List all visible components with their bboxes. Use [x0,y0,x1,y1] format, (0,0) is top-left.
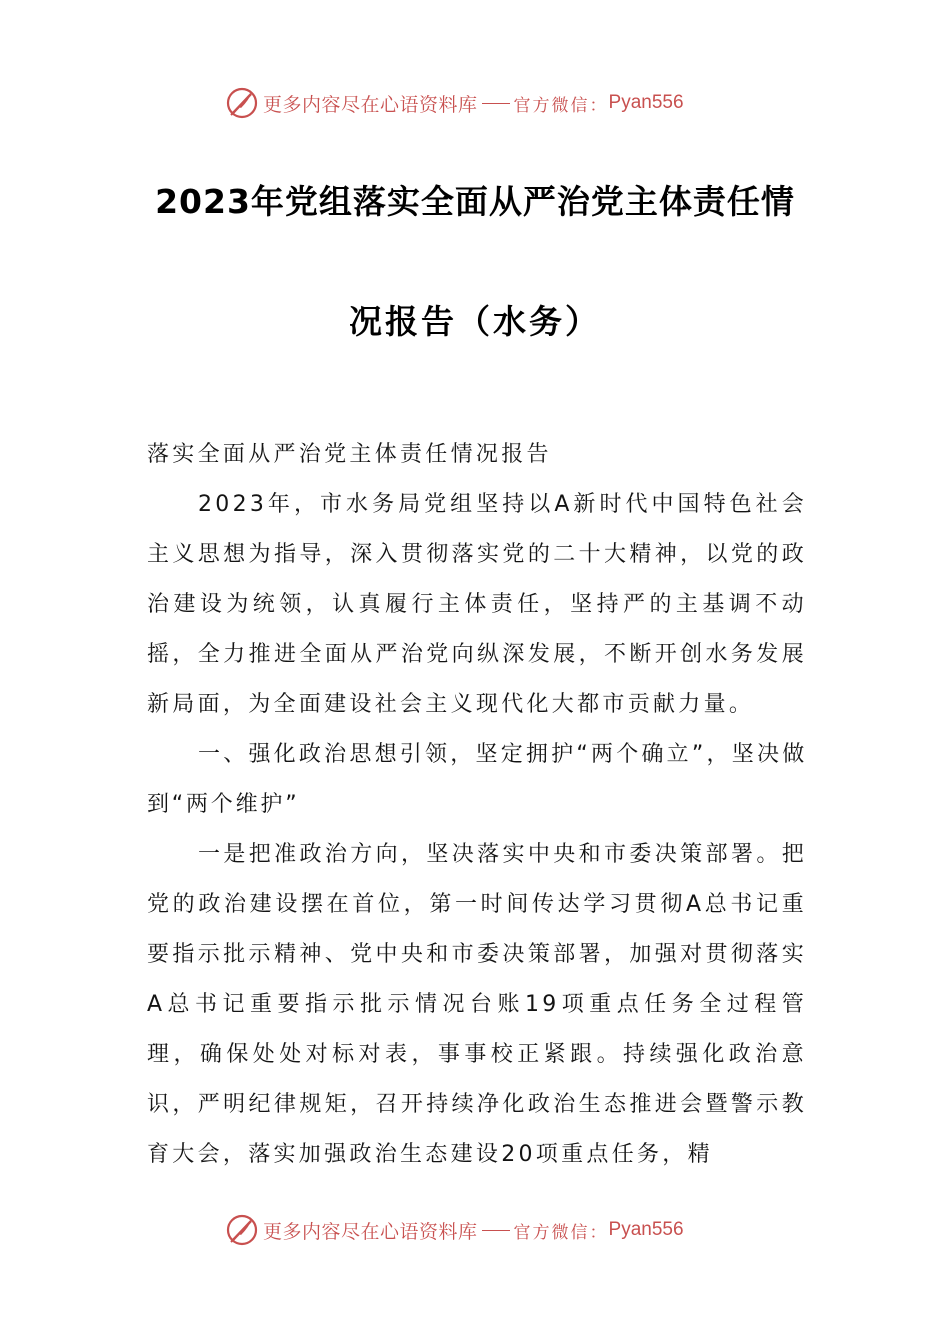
watermark-brand: 更多内容尽在心语资料库 [263,93,478,116]
quill-logo-icon [225,1213,259,1247]
watermark-label: 官方微信： [513,1222,609,1243]
watermark-account: Pyan556 [608,92,684,113]
paragraph-intro: 2023年，市水务局党组坚持以A新时代中国特色社会主义思想为指导，深入贯彻落实党的二十大精神，以党的政治建设为统领，认真履行主体责任，坚持严的主基调不动摇，全力推进全面从严治党向纵深发展，不断开创水务发展新局面，为全面建设社会主义现代化大都市贡献力量。 [147,492,807,717]
document-title-line-2: 况报告（水务） [349,302,601,341]
quill-logo-icon [225,86,259,120]
paragraph-section-1: 一是把准政治方向，坚决落实中央和市委决策部署。把党的政治建设摆在首位，第一时间传达学习贯彻A总书记重要指示批示精神、党中央和市委决策部署，加强对贯彻落实A总书记重要指示批示情况台账19项重点任务全过程管理，确保处处对标对表，事事校正紧跟。持续强化政治意识，严明纪律规矩，召开持续净化政治生态推进会暨警示教育大会，落实加强政治生态建设20项重点任务，精 [147,842,807,1167]
watermark-header [225,83,745,123]
watermark-footer [225,1210,745,1250]
document-title-line-1: 2023年党组落实全面从严治党主体责任情 [155,182,795,221]
watermark-account: Pyan556 [608,1219,684,1240]
section-heading-1: 一、强化政治思想引领，坚定拥护“两个确立”，坚决做到“两个维护” [147,742,807,817]
watermark-dash [482,1230,510,1231]
watermark-brand: 更多内容尽在心语资料库 [263,1220,478,1243]
watermark-dash [482,103,510,104]
watermark-label: 官方微信： [513,95,609,116]
document-body [147,430,807,1180]
document-subtitle: 落实全面从严治党主体责任情况报告 [147,442,552,467]
